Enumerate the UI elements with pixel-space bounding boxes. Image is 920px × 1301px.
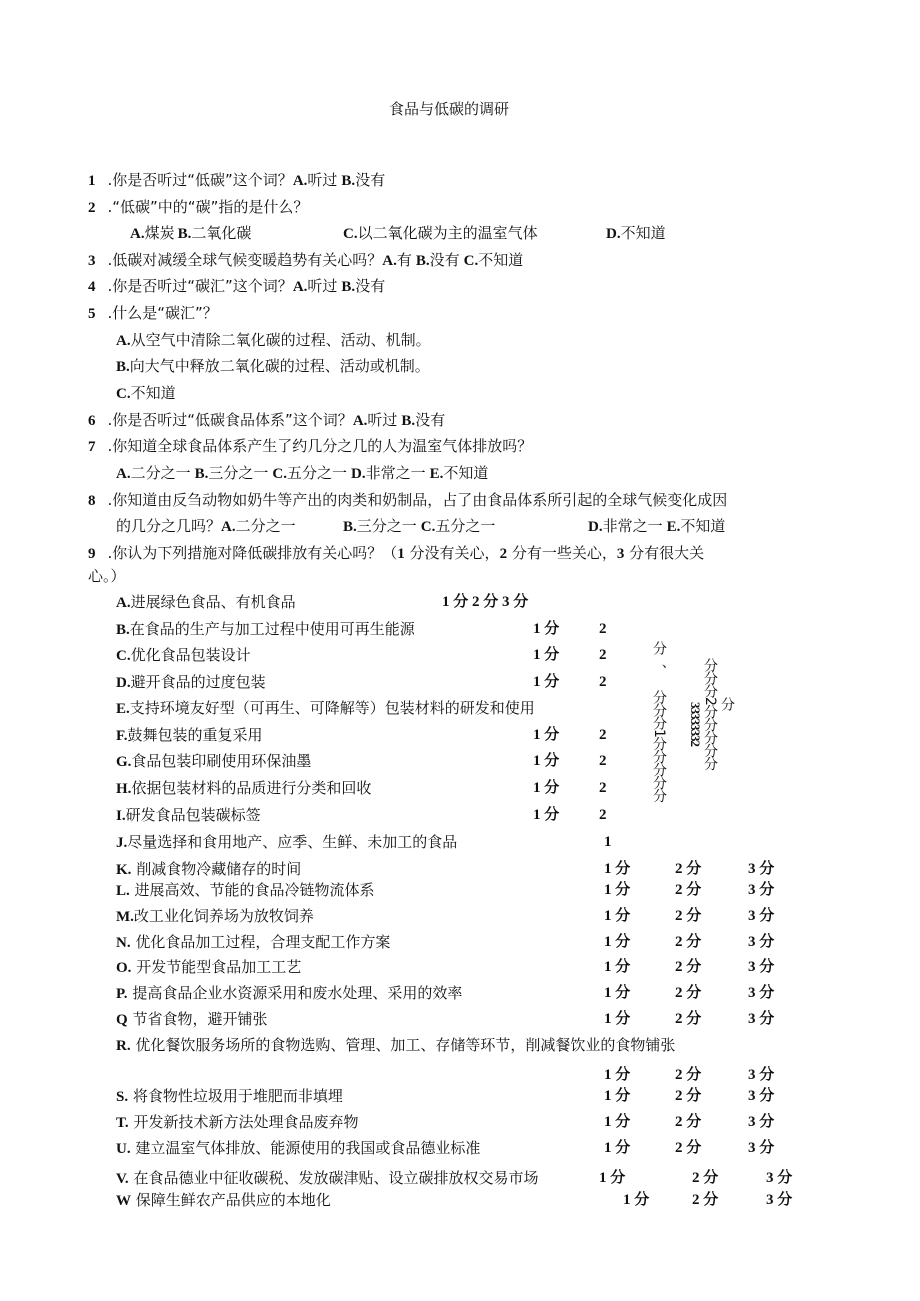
- item-text: 研发食品包装碳标签: [125, 806, 261, 824]
- option-text: 二分之一: [235, 517, 296, 535]
- question-8-option-b: [343, 517, 495, 536]
- option-letter: A.: [130, 226, 145, 242]
- question-8: [88, 491, 727, 510]
- item-letter: T.: [116, 1115, 129, 1131]
- question-8-line2: [116, 517, 296, 536]
- item-text: 优化餐饮服务场所的食物选购、管理、加工、存储等环节，削减餐饮业的食物铺张: [135, 1036, 676, 1054]
- item-letter: D.: [116, 675, 131, 691]
- item-letter: A.: [116, 595, 131, 611]
- option-text: 听过: [367, 411, 398, 429]
- option-text: 五分之一: [435, 517, 496, 535]
- item-text: 进展绿色食品、有机食品: [130, 593, 296, 611]
- item-letter: I.: [116, 808, 126, 824]
- option-letter: E.: [666, 519, 681, 535]
- score-1: 1 分: [533, 780, 560, 796]
- item-c: [116, 646, 251, 665]
- scattered-scores-col2: 分分分2分分分分分: [702, 658, 718, 770]
- score-3: 3 分: [748, 908, 775, 924]
- score-3: 3 分: [748, 934, 775, 950]
- score-1: 1 分: [604, 908, 631, 924]
- option-text: 五分之一: [286, 464, 347, 482]
- question-number: 7: [88, 439, 96, 455]
- score-3: 3 分: [748, 985, 775, 1001]
- question-9: [88, 544, 704, 563]
- option-text: 二氧化碳: [191, 224, 252, 242]
- score-2: 2 分: [675, 959, 702, 975]
- score-3: 3 分: [748, 1140, 775, 1156]
- option-letter: D.: [351, 466, 366, 482]
- option-text: 以二氧化碳为主的温室气体: [357, 224, 538, 242]
- score-2: 2 分: [675, 1067, 702, 1083]
- question-text: 分有很大关: [624, 544, 705, 562]
- question-5: [88, 304, 218, 323]
- score-1: 1 分: [623, 1192, 650, 1208]
- question-1: [88, 171, 385, 190]
- scattered-scores-col3: 分: [719, 697, 735, 710]
- item-letter: B.: [116, 622, 130, 638]
- question-8-option-d: [588, 517, 725, 536]
- item-text: 鼓舞包装的重复采用: [127, 726, 263, 744]
- option-letter: A.: [352, 413, 368, 429]
- item-text: 避开食品的过度包装: [130, 673, 266, 691]
- score-3: 3 分: [766, 1170, 793, 1186]
- score-1: 1 分: [533, 807, 560, 823]
- option-text: 不知道: [130, 384, 176, 402]
- question-5-option-c: [116, 384, 176, 403]
- item-text: 优化食品加工过程，合理支配工作方案: [135, 933, 391, 951]
- item-u: [116, 1139, 480, 1158]
- question-text: .你是否听过“低碳”这个词？: [107, 171, 293, 189]
- score-2: 2: [599, 674, 607, 690]
- option-text: 听过: [307, 277, 338, 295]
- item-letter: W: [116, 1193, 131, 1209]
- option-text: 三分之一: [208, 464, 269, 482]
- option-letter: A.: [116, 466, 131, 482]
- question-4: [88, 277, 385, 296]
- item-text: 保障生鲜农产品供应的本地化: [135, 1191, 331, 1209]
- option-text: 没有: [355, 277, 386, 295]
- score-2: 2: [599, 647, 607, 663]
- item-text: 将食物性垃圾用于堆肥而非填埋: [132, 1087, 343, 1105]
- score-1: 1 分: [604, 882, 631, 898]
- item-letter: L.: [116, 883, 130, 899]
- score-1: 1 分: [599, 1170, 626, 1186]
- item-p: [116, 984, 462, 1003]
- score-2: 2 分: [675, 861, 702, 877]
- option-letter: B.: [401, 413, 416, 429]
- item-text: 建立温室气体排放、能源使用的我国或食品德业标准: [135, 1139, 481, 1157]
- option-letter: B.: [177, 226, 192, 242]
- score-1: 1 分: [604, 934, 631, 950]
- score-1: 1 分: [604, 1011, 631, 1027]
- item-text: 支持环境友好型（可再生、可降解等）包装材料的研发和使用: [129, 699, 535, 717]
- option-letter: E.: [429, 466, 444, 482]
- question-text: .你知道由反刍动物如奶牛等产出的肉类和奶制品，占了由食品体系所引起的全球气候变化成因: [107, 491, 728, 509]
- item-text: 尽量选择和食用地产、应季、生鲜、未加工的食品: [127, 833, 458, 851]
- option-text: 不知道: [620, 224, 666, 242]
- question-text: .你知道全球食品体系产生了约几分之几的人为温室气体排放吗？: [107, 437, 533, 455]
- option-letter: A.: [292, 279, 308, 295]
- question-text: 的几分之几吗？: [116, 517, 222, 535]
- score-3: 3 分: [748, 1088, 775, 1104]
- item-q: [116, 1010, 267, 1029]
- item-letter: E.: [116, 701, 130, 717]
- item-j: [116, 833, 457, 852]
- score-3: 3 分: [748, 882, 775, 898]
- item-text: 节省食物，避开铺张: [132, 1010, 268, 1028]
- option-letter: C.: [272, 466, 287, 482]
- option-letter: B.: [415, 253, 430, 269]
- score-3: 3 分: [748, 1011, 775, 1027]
- item-g: [116, 752, 311, 771]
- question-5-option-a: [116, 331, 431, 350]
- score-1: 1 分: [604, 985, 631, 1001]
- item-s: [116, 1087, 343, 1106]
- question-number: 1: [88, 173, 96, 189]
- option-letter: A.: [382, 253, 397, 269]
- question-7: [88, 437, 532, 456]
- option-letter: B.: [341, 279, 356, 295]
- score-3: 3 分: [748, 1067, 775, 1083]
- item-letter: G.: [116, 754, 132, 770]
- item-letter: K.: [116, 862, 132, 878]
- option-text: 有: [396, 251, 412, 269]
- score-3: 3 分: [748, 861, 775, 877]
- scattered-scores-col1-top: 分: [651, 641, 667, 654]
- option-text: 听过: [307, 171, 338, 189]
- item-v: [116, 1169, 538, 1188]
- option-text: 不知道: [680, 517, 726, 535]
- item-a: [116, 593, 296, 612]
- score-1: 1 分: [604, 1140, 631, 1156]
- option-letter: B.: [341, 173, 356, 189]
- question-text: .你认为下列措施对降低碳排放有关心吗？（: [107, 544, 398, 562]
- item-letter: S.: [116, 1089, 129, 1105]
- item-text: 提高食品企业水资源采用和废水处理、采用的效率: [132, 984, 463, 1002]
- question-6: [88, 411, 445, 430]
- item-text: 开发节能型食品加工工艺: [136, 958, 302, 976]
- item-letter: J.: [116, 835, 128, 851]
- question-number: 6: [88, 413, 96, 429]
- item-letter: O.: [116, 960, 132, 976]
- question-number: 8: [88, 493, 96, 509]
- scattered-scores-col1: 分分分1分分分分分: [651, 690, 667, 802]
- question-number: 2: [88, 200, 96, 216]
- score-1: 1 分: [533, 727, 560, 743]
- option-text: 没有: [355, 171, 386, 189]
- option-text: 二分之一: [130, 464, 191, 482]
- score-2: 2 分: [675, 908, 702, 924]
- score-1: 1 分: [604, 1088, 631, 1104]
- option-letter: A.: [292, 173, 308, 189]
- question-2-option-d: [606, 224, 666, 243]
- option-text: 三分之一: [356, 517, 417, 535]
- option-letter: B.: [343, 519, 357, 535]
- question-2-option-c: [343, 224, 538, 243]
- question-text: .你是否听过“碳汇”这个词？: [107, 277, 293, 295]
- score-3: 3 分: [748, 1114, 775, 1130]
- option-text: 不知道: [478, 251, 524, 269]
- item-h: [116, 779, 371, 798]
- item-w: [116, 1191, 331, 1210]
- item-letter: P.: [116, 986, 128, 1002]
- score-1: 1 分: [533, 647, 560, 663]
- item-text: 改工业化饲养场为放牧饲养: [133, 907, 314, 925]
- option-letter: B.: [116, 359, 130, 375]
- item-letter: Q: [116, 1012, 128, 1028]
- score-2: 2: [599, 621, 607, 637]
- item-letter: C.: [116, 648, 131, 664]
- question-number: 3: [88, 253, 96, 269]
- option-letter: C.: [463, 253, 479, 269]
- score-2: 2 分: [675, 1114, 702, 1130]
- score-2: 2 分: [692, 1170, 719, 1186]
- question-text: 分没有关心，: [404, 544, 500, 562]
- item-text: 依据包装材料的品质进行分类和回收: [131, 779, 372, 797]
- score-2: 2 分: [675, 1140, 702, 1156]
- option-text: 煤炭: [144, 224, 175, 242]
- score-2: 2 分: [675, 934, 702, 950]
- item-a-scores: 1 分 2 分 3 分: [442, 594, 529, 610]
- score-3: 3 分: [748, 959, 775, 975]
- score-1: 1 分: [604, 1114, 631, 1130]
- option-text: 非常之一: [602, 517, 663, 535]
- scale-number: 1: [397, 546, 405, 562]
- item-text: 削减食物冷藏储存的时间: [136, 860, 302, 878]
- item-letter: V.: [116, 1171, 129, 1187]
- option-text: 向大气中释放二氧化碳的过程、活动或机制。: [129, 357, 430, 375]
- scattered-score-numbers: 33333332: [688, 702, 703, 746]
- option-text: 从空气中清除二氧化碳的过程、活动、机制。: [130, 331, 431, 349]
- option-text: 没有: [415, 411, 446, 429]
- question-text: .什么是“碳汇”？: [107, 304, 218, 322]
- score-1: 1 分: [533, 753, 560, 769]
- scale-number: 2: [499, 546, 508, 562]
- question-number: 4: [88, 279, 96, 295]
- item-f: [116, 726, 263, 745]
- item-k: [116, 860, 301, 879]
- scale-number: 3: [616, 546, 625, 562]
- item-text: 开发新技术新方法处理食品废弃物: [133, 1113, 359, 1131]
- option-letter: C.: [116, 386, 131, 402]
- option-letter: A.: [116, 333, 131, 349]
- score-2: 2 分: [675, 882, 702, 898]
- score-1: 1 分: [604, 861, 631, 877]
- item-letter: U.: [116, 1141, 131, 1157]
- option-letter: C.: [420, 519, 436, 535]
- score-1: 1 分: [604, 1067, 631, 1083]
- item-d: [116, 673, 266, 692]
- question-2-options: [130, 224, 251, 243]
- scattered-scores-col1-mark: 、: [651, 664, 667, 677]
- score-1: 1: [604, 834, 612, 850]
- item-text: 进展高效、节能的食品冷链物流体系: [134, 881, 375, 899]
- score-2: 2 分: [675, 1088, 702, 1104]
- item-letter: M.: [116, 909, 134, 925]
- item-text: 在食品的生产与加工过程中使用可再生能源: [129, 620, 415, 638]
- score-2: 2: [599, 807, 607, 823]
- option-letter: B.: [194, 466, 209, 482]
- score-1: 1 分: [604, 959, 631, 975]
- option-letter: D.: [588, 519, 603, 535]
- option-text: 没有: [429, 251, 460, 269]
- score-1: 1 分: [533, 621, 560, 637]
- question-text: .“低碳”中的“碳”指的是什么？: [107, 198, 309, 216]
- option-letter: D.: [606, 226, 621, 242]
- score-2: 2 分: [675, 1011, 702, 1027]
- item-l: [116, 881, 375, 900]
- item-m: [116, 907, 314, 926]
- item-n: [116, 933, 390, 952]
- option-letter: A.: [221, 519, 236, 535]
- question-number: 9: [88, 546, 96, 562]
- score-2: 2 分: [692, 1192, 719, 1208]
- question-text: .你是否听过“低碳食品体系”这个词？: [107, 411, 353, 429]
- question-text: 分有一些关心，: [507, 544, 617, 562]
- item-text: 在食品德业中征收碳税、发放碳津贴、设立碳排放权交易市场: [133, 1169, 539, 1187]
- score-2: 2: [599, 727, 607, 743]
- item-t: [116, 1113, 358, 1132]
- item-letter: F.: [116, 728, 128, 744]
- item-text: 优化食品包装设计: [130, 646, 251, 664]
- item-e: [116, 699, 535, 718]
- item-letter: N.: [116, 935, 131, 951]
- item-b: [116, 620, 415, 639]
- question-5-option-b: [116, 357, 430, 376]
- score-2: 2 分: [675, 985, 702, 1001]
- page-title: 食品与低碳的调研: [389, 100, 510, 118]
- question-7-options: [116, 464, 488, 483]
- question-text: .低碳对减缓全球气候变暖趋势有关心吗？: [107, 251, 383, 269]
- item-letter: R.: [116, 1038, 131, 1054]
- item-text: 食品包装印刷使用环保油墨: [131, 752, 312, 770]
- question-3: [88, 251, 523, 270]
- score-1: 1 分: [533, 674, 560, 690]
- question-2: [88, 198, 308, 217]
- score-3: 3 分: [766, 1192, 793, 1208]
- item-letter: H.: [116, 781, 132, 797]
- item-i: [116, 806, 261, 825]
- option-text: 非常之一: [365, 464, 426, 482]
- score-2: 2: [599, 753, 607, 769]
- option-text: 不知道: [443, 464, 489, 482]
- option-letter: C.: [343, 226, 358, 242]
- question-9-line2: 心。）: [88, 567, 126, 585]
- item-r: [116, 1036, 675, 1055]
- item-o: [116, 958, 301, 977]
- question-number: 5: [88, 306, 96, 322]
- score-2: 2: [599, 780, 607, 796]
